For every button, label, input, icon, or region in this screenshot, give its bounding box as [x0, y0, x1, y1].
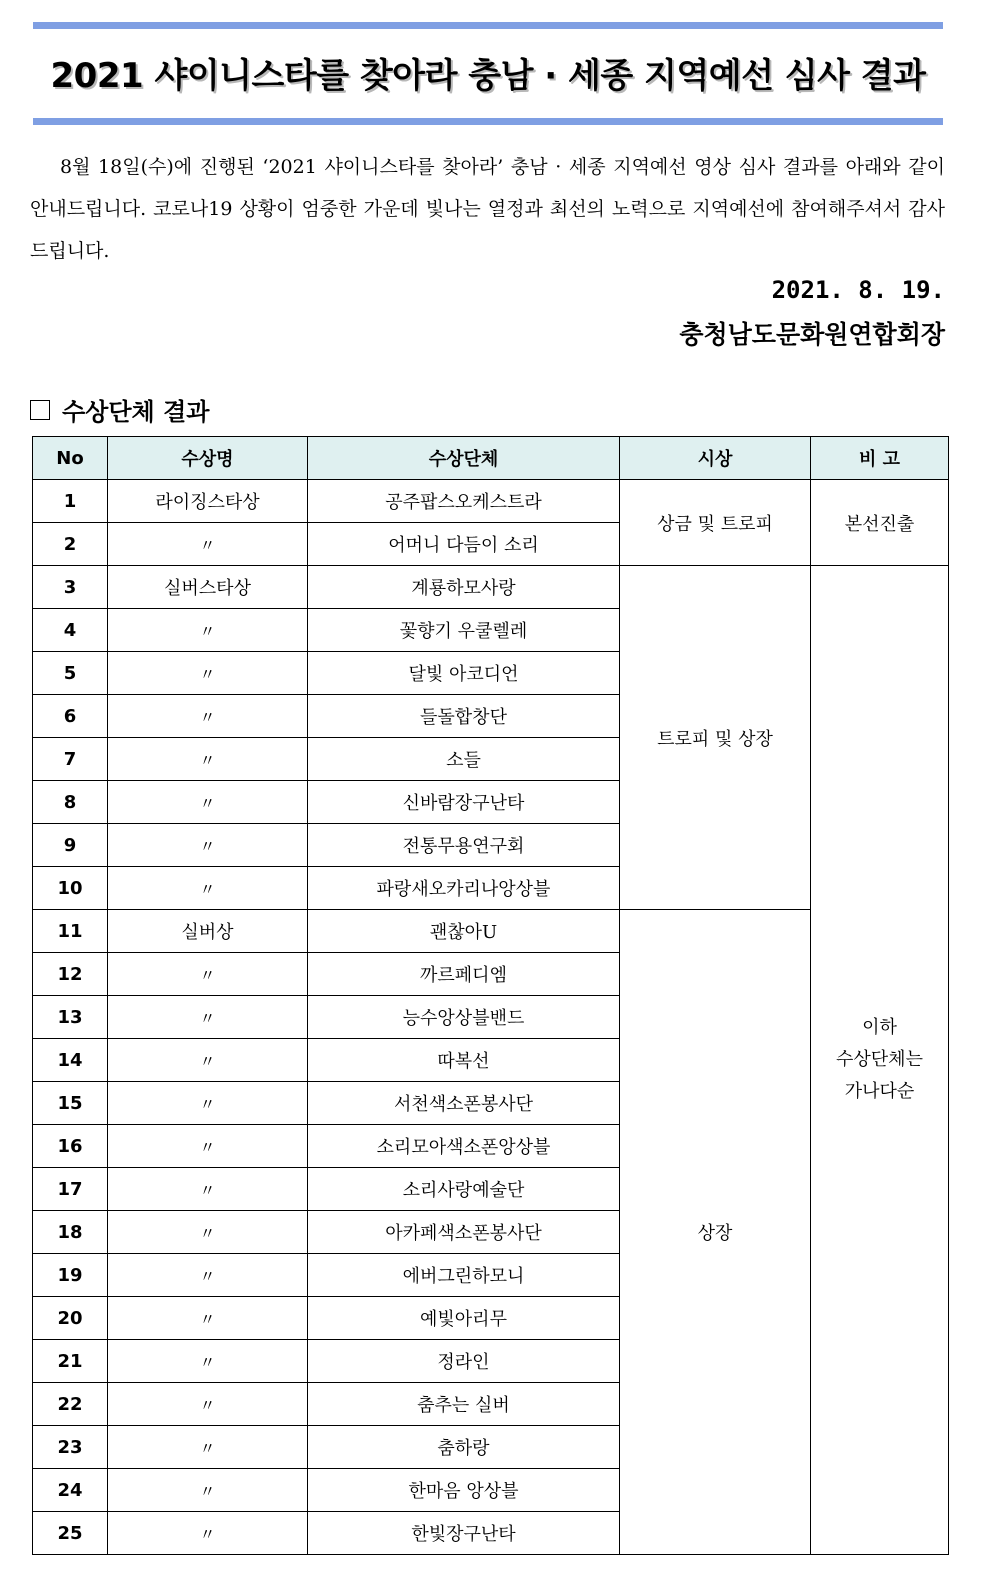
group-name: 어머니 다듬이 소리 — [308, 523, 620, 566]
award-name: 〃 — [108, 1383, 308, 1426]
row-number: 8 — [33, 781, 108, 824]
award-name: 〃 — [108, 609, 308, 652]
row-number: 1 — [33, 480, 108, 523]
group-name: 까르페디엠 — [308, 953, 620, 996]
award-name: 〃 — [108, 652, 308, 695]
header-award: 수상명 — [108, 437, 308, 480]
note-line: 가나다순 — [844, 1081, 915, 1102]
award-name: 〃 — [108, 1125, 308, 1168]
table-body — [33, 480, 949, 1555]
section-heading — [30, 392, 209, 427]
award-name: 〃 — [108, 1512, 308, 1555]
group-name: 정라인 — [308, 1340, 620, 1383]
group-name: 한마음 앙상블 — [308, 1469, 620, 1512]
award-name: 〃 — [108, 1297, 308, 1340]
row-number: 22 — [33, 1383, 108, 1426]
award-name: 〃 — [108, 1039, 308, 1082]
row-number: 25 — [33, 1512, 108, 1555]
row-number: 20 — [33, 1297, 108, 1340]
award-name: 〃 — [108, 1168, 308, 1211]
title-top-rule — [33, 22, 943, 29]
award-name: 〃 — [108, 1469, 308, 1512]
row-number: 18 — [33, 1211, 108, 1254]
prize-cell: 상장 — [620, 910, 811, 1555]
row-number: 13 — [33, 996, 108, 1039]
group-name: 소리모아색소폰앙상블 — [308, 1125, 620, 1168]
note-line: 수상단체는 — [836, 1049, 923, 1070]
row-number: 24 — [33, 1469, 108, 1512]
note-cell: 본선진출 — [811, 480, 949, 566]
award-name: 실버상 — [108, 910, 308, 953]
intro-paragraph — [30, 146, 945, 272]
header-prize: 시상 — [620, 437, 811, 480]
prize-cell: 트로피 및 상장 — [620, 566, 811, 910]
group-name: 꽃향기 우쿨렐레 — [308, 609, 620, 652]
row-number: 12 — [33, 953, 108, 996]
group-name: 춤추는 실버 — [308, 1383, 620, 1426]
table-row — [33, 566, 949, 609]
row-number: 23 — [33, 1426, 108, 1469]
document-date: 2021. 8. 19. — [771, 276, 945, 304]
award-name: 〃 — [108, 1426, 308, 1469]
row-number: 4 — [33, 609, 108, 652]
intro-text: 8월 18일(수)에 진행된 ‘2021 샤이니스타를 찾아라’ 충남 · 세종 지역예선 영상 심사 결과를 아래와 같이 안내드립니다. 코로나19 상황이 엄중한 가운데 빛나는 열정과 최선의 노력으로 지역예선에 참여해주셔서 감사드립니다. — [30, 156, 945, 262]
row-number: 2 — [33, 523, 108, 566]
award-name: 〃 — [108, 996, 308, 1039]
row-number: 15 — [33, 1082, 108, 1125]
award-name: 〃 — [108, 523, 308, 566]
group-name: 소들 — [308, 738, 620, 781]
row-number: 10 — [33, 867, 108, 910]
row-number: 14 — [33, 1039, 108, 1082]
award-name: 〃 — [108, 953, 308, 996]
award-name: 〃 — [108, 1211, 308, 1254]
row-number: 16 — [33, 1125, 108, 1168]
award-name: 실버스타상 — [108, 566, 308, 609]
group-name: 에버그린하모니 — [308, 1254, 620, 1297]
award-name: 〃 — [108, 824, 308, 867]
award-name: 〃 — [108, 738, 308, 781]
award-name: 라이징스타상 — [108, 480, 308, 523]
group-name: 소리사랑예술단 — [308, 1168, 620, 1211]
award-name: 〃 — [108, 781, 308, 824]
row-number: 9 — [33, 824, 108, 867]
issuing-organization: 충청남도문화원연합회장 — [679, 320, 945, 349]
prize-cell: 상금 및 트로피 — [620, 480, 811, 566]
group-name: 서천색소폰봉사단 — [308, 1082, 620, 1125]
award-name: 〃 — [108, 1254, 308, 1297]
group-name: 파랑새오카리나앙상블 — [308, 867, 620, 910]
award-name: 〃 — [108, 1340, 308, 1383]
group-name: 계룡하모사랑 — [308, 566, 620, 609]
note-cell — [811, 566, 949, 1555]
group-name: 아카페색소폰봉사단 — [308, 1211, 620, 1254]
group-name: 달빛 아코디언 — [308, 652, 620, 695]
page-title: 2021 샤이니스타를 찾아라 충남 · 세종 지역예선 심사 결과 — [50, 56, 926, 96]
checkbox-square-icon — [30, 400, 50, 420]
row-number: 7 — [33, 738, 108, 781]
group-name: 전통무용연구회 — [308, 824, 620, 867]
award-name: 〃 — [108, 1082, 308, 1125]
title-bottom-rule — [33, 118, 943, 125]
group-name: 따복선 — [308, 1039, 620, 1082]
row-number: 3 — [33, 566, 108, 609]
table-row — [33, 480, 949, 523]
group-name: 공주팝스오케스트라 — [308, 480, 620, 523]
results-table — [32, 436, 949, 1555]
header-note: 비 고 — [811, 437, 949, 480]
group-name: 예빛아리무 — [308, 1297, 620, 1340]
row-number: 11 — [33, 910, 108, 953]
row-number: 21 — [33, 1340, 108, 1383]
table-header-row — [33, 437, 949, 480]
row-number: 5 — [33, 652, 108, 695]
group-name: 능수앙상블밴드 — [308, 996, 620, 1039]
group-name: 들돌합창단 — [308, 695, 620, 738]
note-line: 이하 — [862, 1017, 897, 1038]
section-title: 수상단체 결과 — [62, 398, 210, 426]
group-name: 신바람장구난타 — [308, 781, 620, 824]
group-name: 괜찮아U — [308, 910, 620, 953]
row-number: 6 — [33, 695, 108, 738]
row-number: 17 — [33, 1168, 108, 1211]
group-name: 한빛장구난타 — [308, 1512, 620, 1555]
award-name: 〃 — [108, 695, 308, 738]
group-name: 춤하랑 — [308, 1426, 620, 1469]
award-name: 〃 — [108, 867, 308, 910]
header-no: No — [33, 437, 108, 480]
row-number: 19 — [33, 1254, 108, 1297]
header-group: 수상단체 — [308, 437, 620, 480]
